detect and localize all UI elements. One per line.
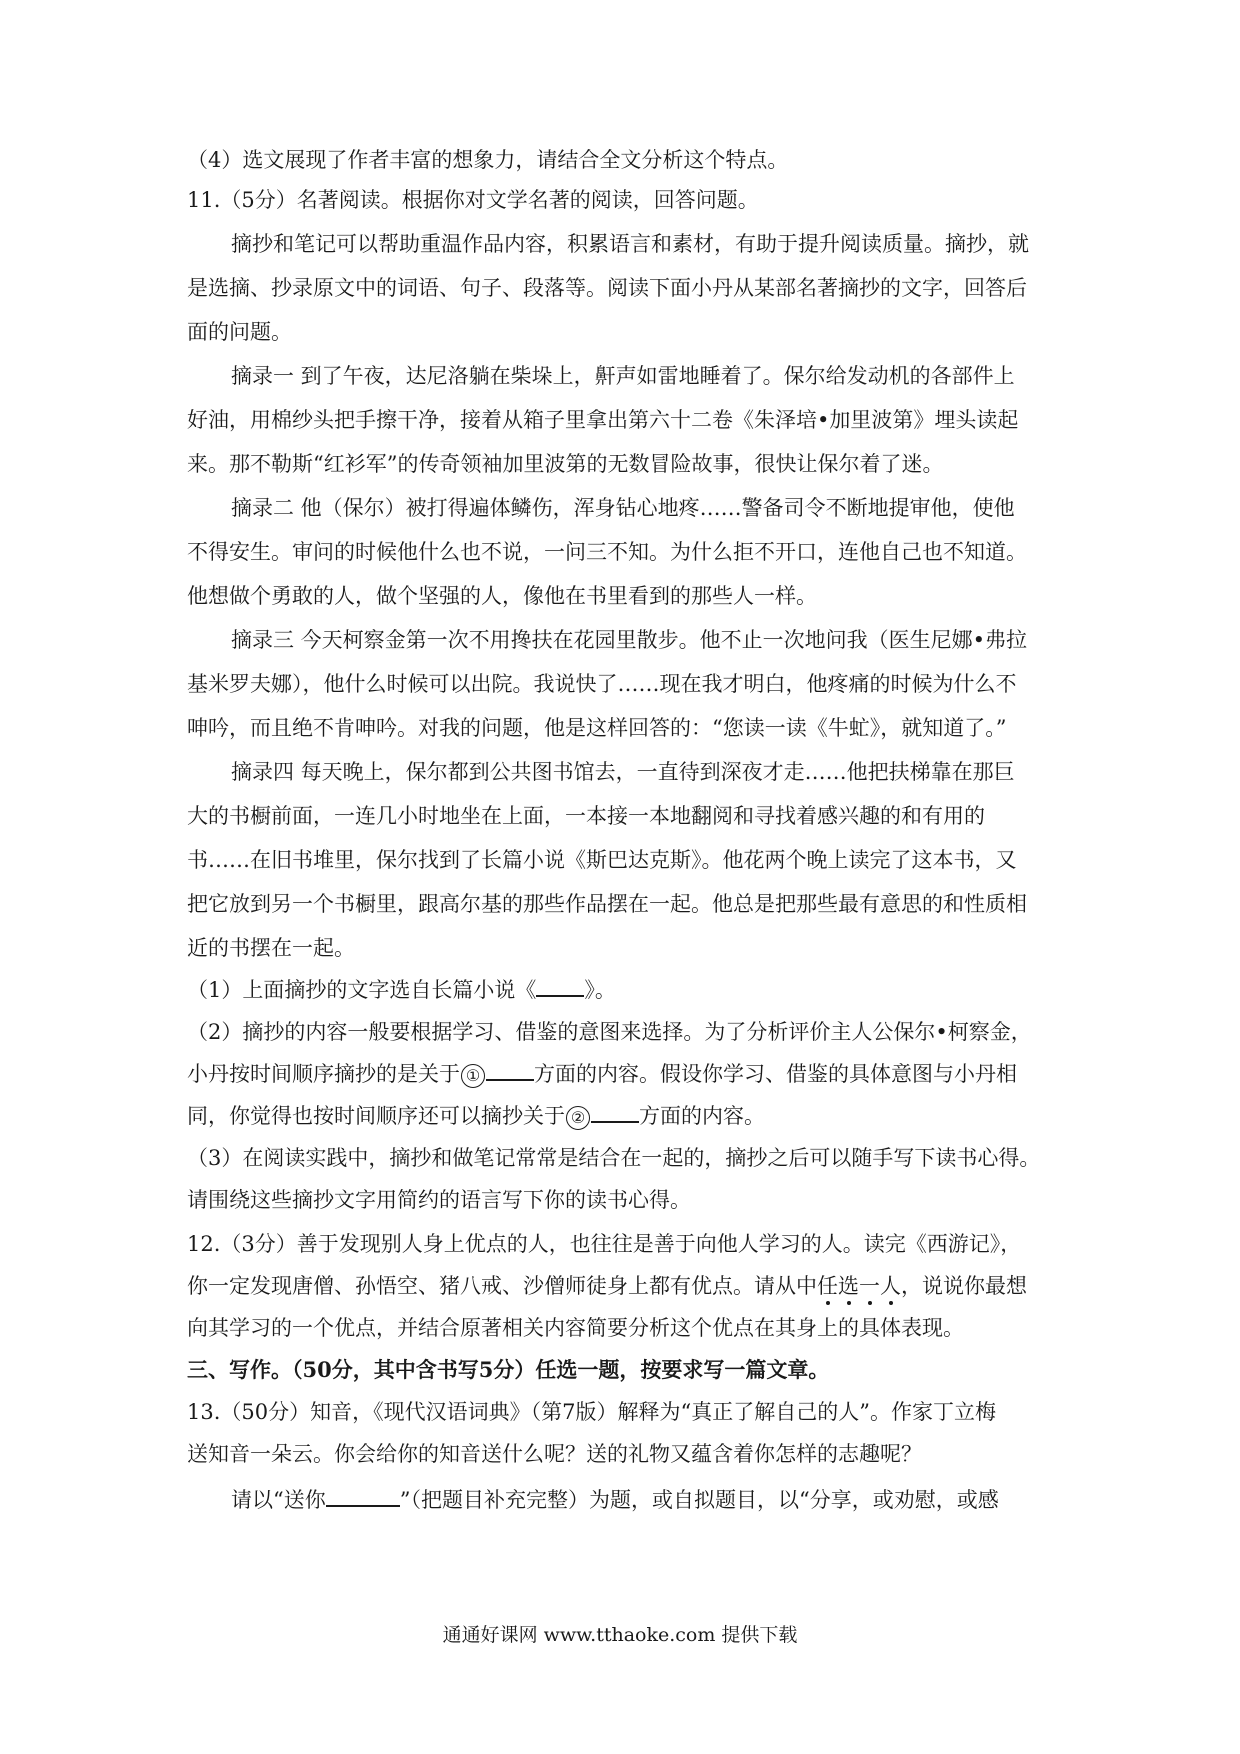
excerpt-1-line: 摘录一 到了午夜，达尼洛躺在柴垛上，鼾声如雷地睡着了。保尔给发动机的各部件上 [231,364,1015,388]
question-13-text: 请以“送你 [231,1488,326,1512]
question-12: 12.（3分）善于发现别人身上优点的人，也往往是善于向他人学习的人。读完《西游记》， [187,1232,1022,1256]
paragraph-intro-line: 是选摘、抄录原文中的词语、句子、段落等。阅读下面小丹从某部名著摘抄的文字，回答后 [187,276,1027,300]
paragraph-intro-line: 摘抄和笔记可以帮助重温作品内容，积累语言和素材，有助于提升阅读质量。摘抄，就 [231,232,1029,256]
question-11-1-text: （1）上面摘抄的文字选自长篇小说《 [187,978,537,1002]
question-11-1-end: 》。 [584,978,616,1002]
circled-number-2: ② [566,1106,590,1130]
question-11-2-line [187,1060,1017,1088]
footer-watermark: 通通好课网 www.tthaoke.com 提供下载 [442,1624,798,1646]
question-11-1 [187,976,616,1004]
excerpt-2-line: 不得安生。审问的时候他什么也不说，一问三不知。为什么拒不开口，连他自己也不知道。 [187,540,1027,564]
question-12-line: 向其学习的一个优点，并结合原著相关内容简要分析这个优点在其身上的具体表现。 [187,1316,964,1340]
excerpt-3-line: 基米罗夫娜），他什么时候可以出院。我说快了……现在我才明白，他疼痛的时候为什么不 [187,672,1017,696]
question-11-heading: 11.（5分）名著阅读。根据你对文学名著的阅读，回答问题。 [187,188,759,212]
question-12-line [187,1272,1027,1300]
answer-blank-novel-title[interactable] [536,977,584,997]
question-13: 13.（50分）知音，《现代汉语词典》（第7版）解释为“真正了解自己的人”。作家丁立梅 [187,1400,996,1424]
excerpt-1-line: 好油，用棉纱头把手擦干净，接着从箱子里拿出第六十二卷《朱泽培•加里波第》埋头读起 [187,408,1019,432]
emphasis-char: 一 [859,1274,880,1298]
question-13-text: ”（把题目补充完整）为题，或自拟题目，以“分享，或劝慰，或感 [399,1488,999,1512]
excerpt-1-line: 来。那不勒斯“红衫军”的传奇领袖加里波第的无数冒险故事，很快让保尔着了迷。 [187,452,944,476]
section-writing-heading: 三、写作。（50分，其中含书写5分）任选一题，按要求写一篇文章。 [187,1357,830,1382]
paragraph-intro-line: 面的问题。 [187,320,292,344]
excerpt-4-line: 摘录四 每天晚上，保尔都到公共图书馆去，一直待到深夜才走……他把扶梯靠在那巨 [231,760,1015,784]
question-10-4: （4）选文展现了作者丰富的想象力，请结合全文分析这个特点。 [187,148,789,172]
emphasis-char: 人 [880,1274,901,1298]
question-11-2-text: 同，你觉得也按时间顺序还可以摘抄关于 [187,1104,565,1128]
question-11-2: （2）摘抄的内容一般要根据学习、借鉴的意图来选择。为了分析评价主人公保尔•柯察金， [187,1020,1032,1044]
question-12-text: ，说说你最想 [901,1274,1027,1298]
excerpt-2-line: 摘录二 他（保尔）被打得遍体鳞伤，浑身钻心地疼……警备司令不断地提审他，使他 [231,496,1015,520]
excerpt-3-line: 摘录三 今天柯察金第一次不用搀扶在花园里散步。他不止一次地问我（医生尼娜•弗拉 [231,628,1028,652]
circled-number-1: ① [461,1064,485,1088]
question-13-prompt [187,1486,999,1514]
question-12-text: 你一定发现唐僧、孙悟空、猪八戒、沙僧师徒身上都有优点。请从中 [187,1274,817,1298]
excerpt-2-line: 他想做个勇敢的人，做个坚强的人，像他在书里看到的那些人一样。 [187,584,817,608]
answer-blank-title[interactable] [326,1487,400,1507]
question-13-line: 送知音一朵云。你会给你的知音送什么呢？送的礼物又蕴含着你怎样的志趣呢？ [187,1442,922,1466]
answer-blank-2[interactable] [591,1103,639,1123]
question-11-2-text: 小丹按时间顺序摘抄的是关于 [187,1062,460,1086]
excerpt-3-line: 呻吟，而且绝不肯呻吟。对我的问题，他是这样回答的：“您读一读《牛虻》，就知道了。” [187,716,1007,740]
excerpt-4-line: 把它放到另一个书橱里，跟高尔基的那些作品摆在一起。他总是把那些最有意思的和性质相 [187,892,1027,916]
excerpt-4-line: 书……在旧书堆里，保尔找到了长篇小说《斯巴达克斯》。他花两个晚上读完了这本书，又 [187,848,1017,872]
excerpt-4-line: 大的书橱前面，一连几小时地坐在上面，一本接一本地翻阅和寻找着感兴趣的和有用的 [187,804,985,828]
emphasis-char: 选 [838,1274,859,1298]
question-11-2-text: 方面的内容。 [639,1104,765,1128]
emphasis-char: 任 [817,1274,838,1298]
question-11-3-line: 请围绕这些摘抄文字用简约的语言写下你的读书心得。 [187,1188,691,1212]
question-11-2-text: 方面的内容。假设你学习、借鉴的具体意图与小丹相 [534,1062,1017,1086]
excerpt-4-line: 近的书摆在一起。 [187,936,355,960]
question-11-3: （3）在阅读实践中，摘抄和做笔记常常是结合在一起的，摘抄之后可以随手写下读书心得。 [187,1146,1041,1170]
answer-blank-1[interactable] [486,1061,534,1081]
question-11-2-line [187,1102,765,1130]
